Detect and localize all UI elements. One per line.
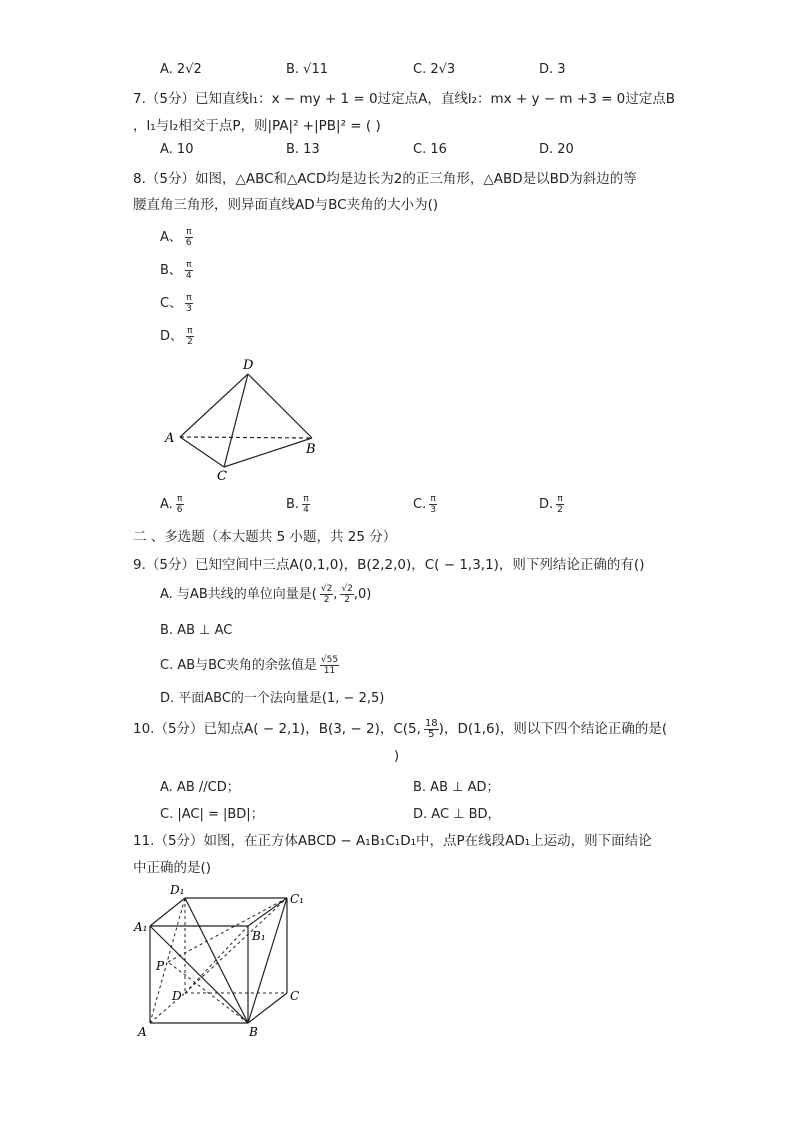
edge-b1c1 — [248, 898, 287, 926]
q9-option-b: B. AB ⊥ AC — [160, 623, 233, 638]
edge-bc — [248, 993, 287, 1023]
edge-cb — [224, 438, 312, 467]
q8-inline-option-c: C、 $\frac{\pi}{3}$ — [160, 293, 192, 314]
q8-inline-option-a: A、 $\frac{\pi}{6}$ — [160, 227, 192, 248]
q10-stem-close: ) — [394, 749, 400, 764]
q9-stem: 9.（5分）已知空间中三点A(0,1,0)，B(2,2,0)，C( − 1,3,1)，则下列结论正确的有() — [133, 557, 645, 573]
label-p: P — [156, 959, 165, 973]
q7-option-b: B. 13 — [286, 142, 320, 157]
q8-option-c: C. $\frac{\pi}{3}$ — [413, 494, 436, 515]
q6-option-b: B. √11 — [286, 62, 329, 77]
q6-option-c: C. 2√3 — [413, 62, 456, 77]
label-c: C — [217, 469, 227, 482]
edge-ab-hidden — [180, 437, 312, 438]
segment-pc1-hidden — [168, 898, 287, 962]
diag-d1b — [185, 898, 248, 1023]
q9-option-a: A. 与AB共线的单位向量是( $\frac{√2}{2}$ , $\frac{√2}{2}$ ,0) — [160, 584, 372, 605]
q8-option-a: A. $\frac{\pi}{6}$ — [160, 494, 183, 515]
label-a1: A₁ — [134, 920, 148, 934]
edge-dc — [224, 374, 248, 467]
q6-option-a: A. 2√2 — [160, 62, 202, 77]
section-multiple-choice-header: 二 、多选题（本大题共 5 小题，共 25 分） — [133, 529, 397, 545]
q10-stem: 10.（5分）已知点A( − 2,1)，B(3, − 2)，C(5, $\frac{18}{5}$ )，D(1,6)，则以下四个结论正确的是( — [133, 717, 668, 740]
label-a: A — [165, 431, 175, 446]
q7-stem-line2: ，l₁与l₂相交于点P，则|PA|² +|PB|² = ( ) — [133, 118, 381, 134]
q8-inline-option-d: D、 $\frac{\pi}{2}$ — [160, 326, 193, 347]
label-d1: D₁ — [170, 883, 185, 897]
q8-tetrahedron-figure — [160, 352, 330, 482]
q10-option-b: B. AB ⊥ AD； — [413, 780, 500, 795]
q8-inline-option-b: B、 $\frac{\pi}{4}$ — [160, 260, 192, 281]
edge-da — [180, 374, 248, 437]
label-b1: B₁ — [252, 929, 266, 943]
edge-db — [248, 374, 312, 438]
q10-option-d: D. AC ⊥ BD， — [413, 807, 501, 822]
diag-a1b — [150, 926, 248, 1023]
q8-stem-line1: 8.（5分）如图，△ABC和△ACD均是边长为2的正三角形，△ABD是以BD为斜边的等 — [133, 171, 637, 187]
label-b: B — [306, 442, 316, 457]
q10-option-c: C. |AC| = |BD|； — [160, 807, 264, 822]
edge-a1d1 — [150, 898, 185, 926]
q7-option-a: A. 10 — [160, 142, 194, 157]
q11-stem-line1: 11.（5分）如图，在正方体ABCD − A₁B₁C₁D₁中，点P在线段AD₁上运动，则下面结论 — [133, 833, 652, 849]
label-d: D — [243, 358, 254, 373]
q10-option-a: A. AB //CD； — [160, 780, 240, 795]
q8-option-d: D. $\frac{\pi}{2}$ — [539, 494, 563, 515]
edge-ac — [180, 437, 224, 467]
q9-option-d: D. 平面ABC的一个法向量是(1, − 2,5) — [160, 691, 385, 706]
label-d: D — [172, 989, 182, 1003]
q7-stem-line1: 7.（5分）已知直线l₁：x − my + 1 = 0过定点A，直线l₂：mx + y − m +3 = 0过定点B — [133, 91, 676, 107]
label-a: A — [138, 1025, 147, 1039]
label-c1: C₁ — [290, 892, 304, 906]
q8-stem-line2: 腰直角三角形，则异面直线AD与BC夹角的大小为() — [133, 197, 439, 213]
q8-option-b: B. $\frac{\pi}{4}$ — [286, 494, 309, 515]
q7-option-d: D. 20 — [539, 142, 574, 157]
q9-option-c: C. AB与BC夹角的余弦值是 $\frac{√55}{11}$ — [160, 655, 339, 676]
label-b: B — [249, 1025, 258, 1039]
q11-cube-figure — [130, 878, 310, 1043]
q7-option-c: C. 16 — [413, 142, 447, 157]
q11-stem-line2: 中正确的是() — [133, 860, 212, 876]
label-c: C — [290, 989, 300, 1003]
q6-option-d: D. 3 — [539, 62, 566, 77]
diag-bc1 — [248, 898, 287, 1023]
